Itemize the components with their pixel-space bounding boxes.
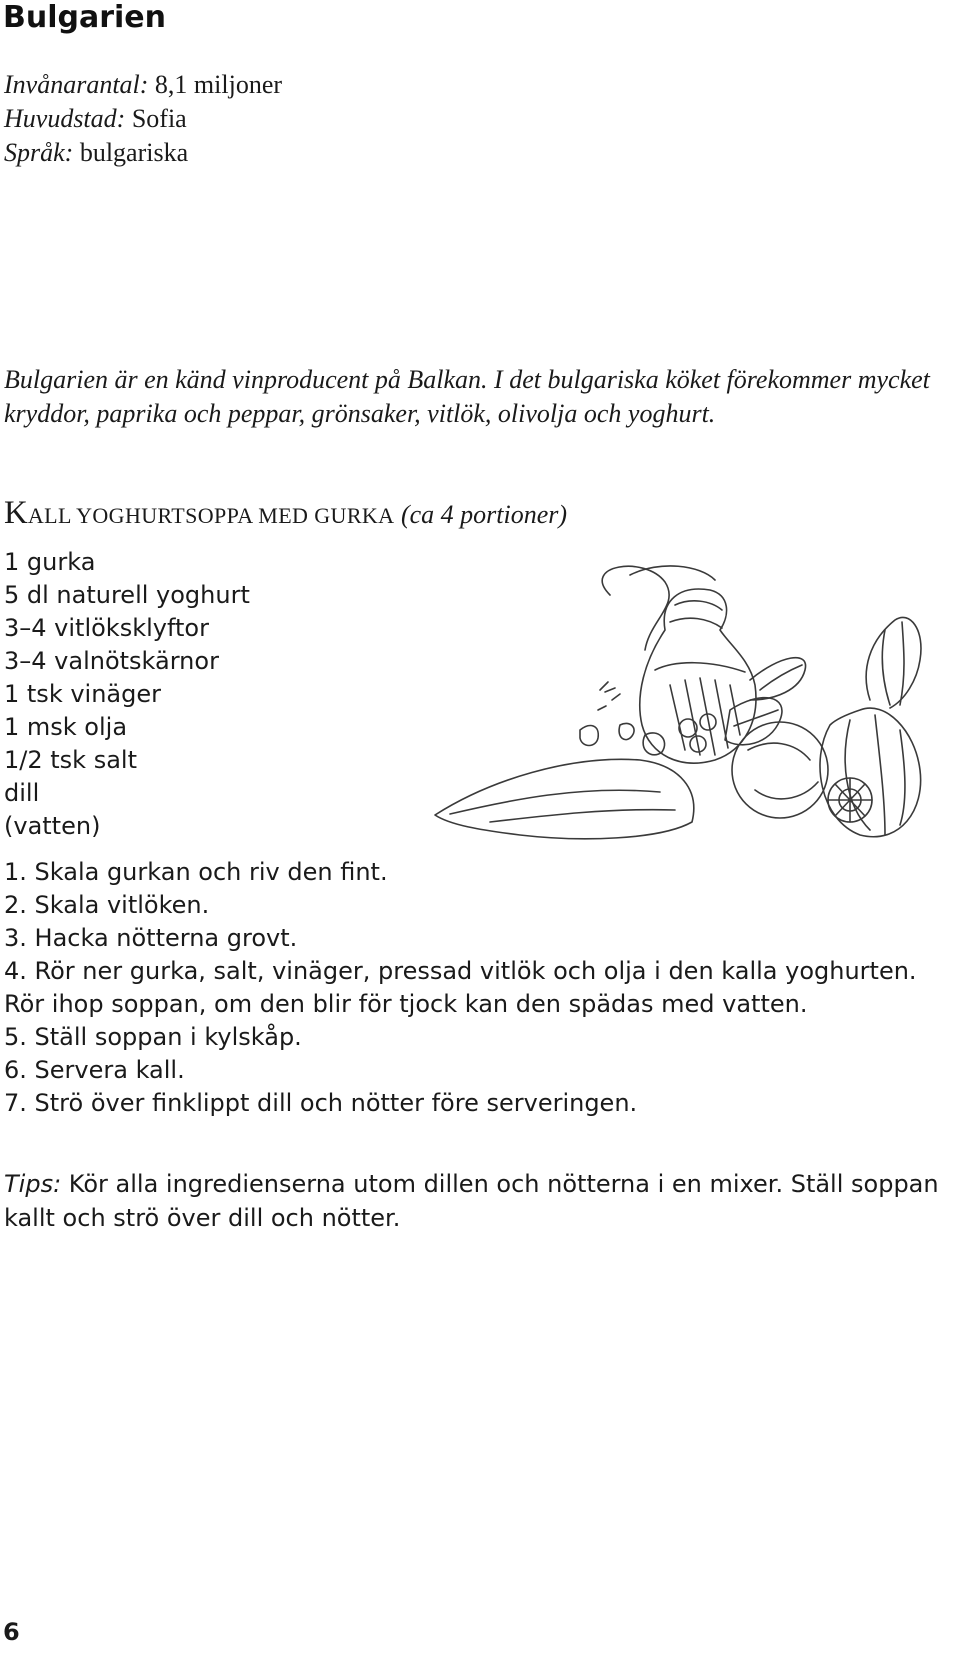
tips-paragraph — [4, 1167, 944, 1235]
ingredient-item: 3–4 valnötskärnor — [4, 647, 219, 675]
step-item: 6. Servera kall. — [4, 1056, 185, 1084]
fact-label: Huvudstad: — [4, 104, 126, 133]
fact-capital — [4, 102, 282, 136]
ingredient-item: 1 msk olja — [4, 713, 128, 741]
fact-label: Invånarantal: — [4, 70, 149, 99]
vegetable-illustration — [430, 560, 930, 870]
fact-value: Sofia — [131, 104, 187, 133]
step-item: 4. Rör ner gurka, salt, vinäger, pressad vitlök och olja i den kalla yoghurten. Rör ihop soppan, om den blir för tjock kan den spädas med vatten. — [4, 957, 917, 1018]
recipe-title-initial: K — [4, 495, 28, 531]
recipe-title-rest: ALL YOGHURTSOPPA MED GURKA — [27, 503, 395, 528]
country-facts — [4, 68, 282, 170]
fact-value: bulgariska — [79, 138, 189, 167]
ingredient-item: 5 dl naturell yoghurt — [4, 581, 250, 609]
recipe-title — [4, 496, 567, 533]
fact-language — [4, 136, 282, 170]
fact-value: 8,1 miljoner — [154, 70, 283, 99]
step-item: 7. Strö över finklippt dill och nötter före serveringen. — [4, 1089, 638, 1117]
step-list — [4, 856, 934, 1120]
ingredient-item: 1 tsk vinäger — [4, 680, 161, 708]
intro-paragraph: Bulgarien är en känd vinproducent på Balkan. I det bulgariska köket förekommer mycket kryddor, paprika och peppar, grönsaker, vitlök, olivolja och yoghurt. — [4, 365, 930, 428]
page-title: Bulgarien — [3, 0, 167, 35]
ingredient-item: 1 gurka — [4, 548, 96, 576]
tips-label: Tips: — [4, 1170, 62, 1198]
step-item: 3. Hacka nötterna grovt. — [4, 924, 298, 952]
step-item: 1. Skala gurkan och riv den fint. — [4, 858, 388, 886]
step-item: 5. Ställ soppan i kylskåp. — [4, 1023, 302, 1051]
ingredient-item: 1/2 tsk salt — [4, 746, 137, 774]
step-item: 2. Skala vitlöken. — [4, 891, 210, 919]
fact-population — [4, 68, 282, 102]
tips-text: Kör alla ingredienserna utom dillen och nötterna i en mixer. Ställ soppan kallt och strö över dill och nötter. — [4, 1170, 939, 1232]
ingredient-item: dill — [4, 779, 40, 807]
recipe-servings: (ca 4 portioner) — [400, 500, 568, 529]
ingredient-item: (vatten) — [4, 812, 101, 840]
ingredient-list — [4, 546, 250, 843]
page-number: 6 — [3, 1618, 20, 1646]
ingredient-item: 3–4 vitlöksklyftor — [4, 614, 209, 642]
fact-label: Språk: — [4, 138, 74, 167]
